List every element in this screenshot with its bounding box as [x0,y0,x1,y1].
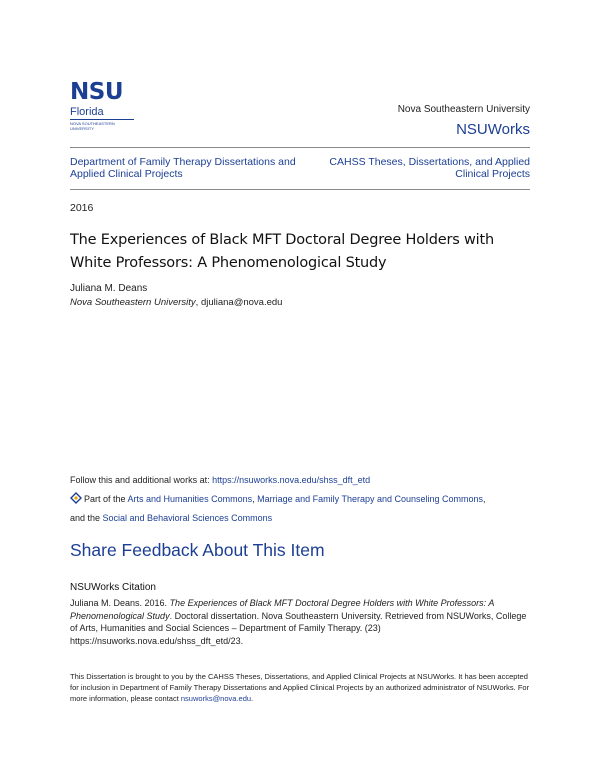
citation-title: The Experiences of Black MFT Doctoral Degree Holders with White Professors: A Phenomenological Study [70,598,495,621]
university-name: Nova Southeastern University [397,104,530,115]
department-series-link[interactable]: Department of Family Therapy Dissertations and Applied Clinical Projects [70,156,296,180]
footer-notice [70,671,532,704]
logo-tagline: NOVA SOUTHEASTERN UNIVERSITY [70,119,134,131]
mft-counseling-commons-link[interactable]: Marriage and Family Therapy and Counseling Commons [257,494,484,504]
part-of-prefix: Part of the [84,494,128,504]
cahss-series-link[interactable]: CAHSS Theses, Dissertations, and Applied Clinical Projects [329,156,530,180]
logo-subtitle: Florida [70,106,104,118]
contact-email-link[interactable]: nsuworks@nova.edu [180,694,252,703]
publication-year: 2016 [70,202,94,214]
arts-humanities-commons-link[interactable]: Arts and Humanities Commons [127,494,253,504]
author-email: djuliana@nova.edu [200,297,283,308]
top-divider [70,147,530,148]
series-divider [70,189,530,190]
part-of-block [70,490,540,528]
author-affiliation [70,297,282,308]
footer-end: . [251,694,254,703]
part-of-conjunction: and the [70,513,103,523]
author-name: Juliana M. Deans [70,283,148,294]
citation-text [70,597,532,647]
part-of-separator: , [252,494,258,504]
logo-wordmark: NSU [70,79,123,105]
affiliation-separator: , [195,297,201,308]
document-title: The Experiences of Black MFT Doctoral Degree Holders with White Professors: A Phenomenological Study [70,232,494,271]
nsu-florida-logo [70,80,140,138]
social-behavioral-commons-link[interactable]: Social and Behavioral Sciences Commons [102,513,273,523]
follow-url-link[interactable]: https://nsuworks.nova.edu/shss_dft_etd [212,475,371,485]
follow-line [70,475,370,485]
citation-heading: NSUWorks Citation [70,582,156,593]
open-access-icon [70,492,82,504]
share-feedback-link[interactable]: Share Feedback About This Item [70,540,325,560]
citation-lead: Juliana M. Deans. 2016. [70,598,170,608]
author-institution: Nova Southeastern University [70,297,196,308]
citation-rest: . Doctoral dissertation. Nova Southeastern University. Retrieved from NSUWorks, College of Arts, Humanities and Social Sciences – Department of Family Therapy. (23) https://nsuworks.nova.edu/shss_dft_etd/23. [70,610,527,646]
follow-prefix: Follow this and additional works at: [70,475,213,485]
part-of-separator-2: , [483,494,486,504]
nsuworks-link[interactable]: NSUWorks [456,121,530,138]
footer-text: This Dissertation is brought to you by the CAHSS Theses, Dissertations, and Applied Clinical Projects at NSUWorks. It has been accepted for inclusion in Department of Family Therapy Dissertations and Applied Clinical Projects by an authorized administrator of NSUWorks. For more information, please contact [70,672,530,703]
